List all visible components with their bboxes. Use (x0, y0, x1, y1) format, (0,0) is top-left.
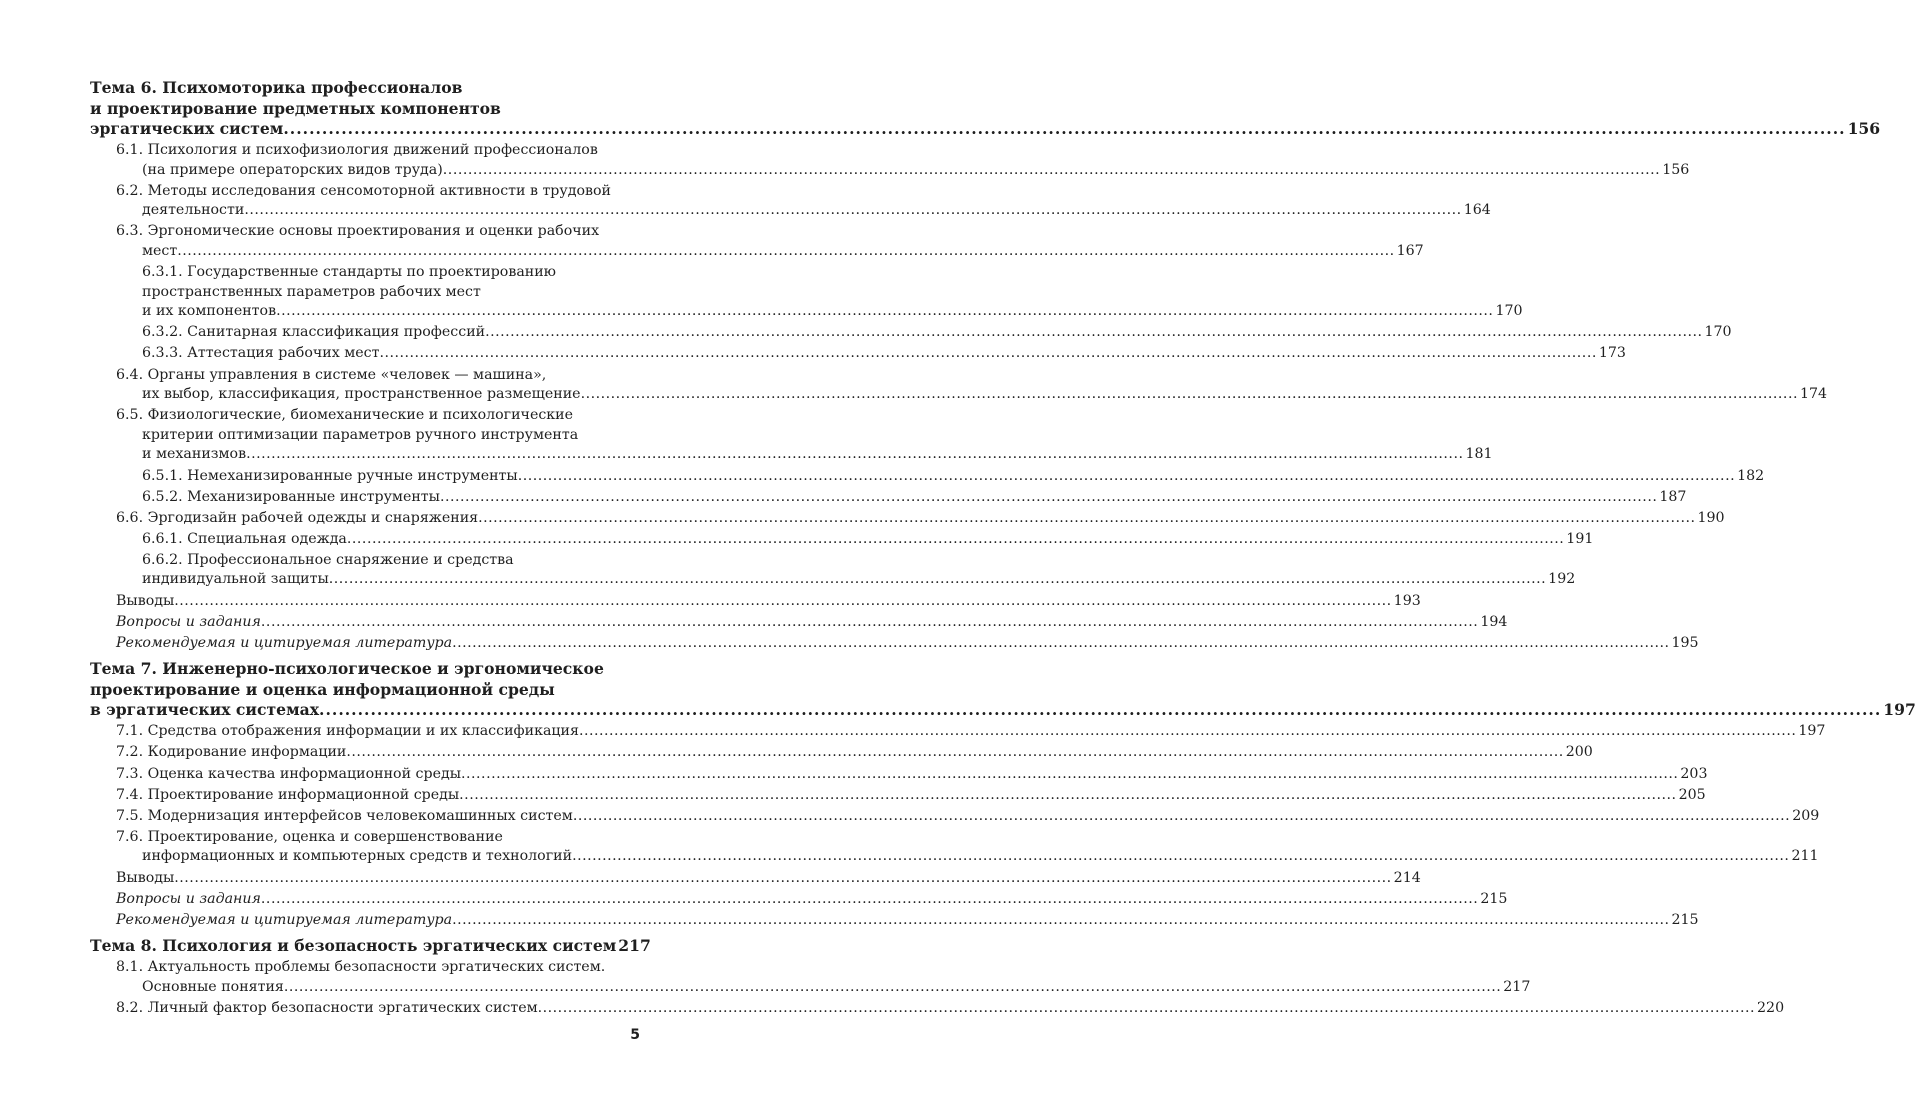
toc-entry (90, 592, 1421, 612)
toc-page-number: 170 (1495, 303, 1523, 320)
toc-page-number: 197 (1883, 700, 1916, 720)
toc-entry-text: 6.2. Методы исследования сенсомоторной активности в трудовой (116, 182, 611, 199)
toc-topic (90, 659, 1916, 721)
toc-page-number: 191 (1566, 530, 1594, 547)
toc-entry (90, 182, 1491, 221)
toc-entry-text: индивидуальной защиты (142, 571, 329, 588)
dot-leader (452, 911, 1669, 931)
toc-page-number: 200 (1565, 744, 1593, 761)
toc-entry-text: мест (142, 242, 178, 259)
toc-entry-text: эргатических систем (90, 119, 284, 138)
toc-entry-text: 6.1. Психология и психофизиология движений профессионалов (116, 142, 598, 158)
toc-page-number: 182 (1737, 467, 1765, 484)
toc-entry-text: Вопросы и задания (116, 890, 261, 907)
dot-leader (579, 722, 1796, 742)
toc-page-number: 187 (1659, 488, 1687, 505)
toc-entry-text: 8.2. Личный фактор безопасности эргатических систем (116, 999, 538, 1016)
toc-page-number: 220 (1757, 999, 1785, 1016)
table-of-contents (90, 78, 1916, 1019)
toc-page-number: 190 (1697, 509, 1725, 526)
toc-entry (90, 828, 1819, 867)
toc-entry (90, 366, 1828, 405)
dot-leader (478, 509, 1695, 529)
toc-page-number: 174 (1799, 386, 1828, 403)
toc-entry (90, 765, 1708, 785)
toc-entry-text: 7.6. Проектирование, оценка и совершенствование (116, 828, 503, 845)
toc-entry-text: 7.5. Модернизация интерфейсов человекомашинных систем (116, 807, 573, 824)
page-number: 5 (630, 1027, 640, 1043)
toc-page-number: 195 (1671, 634, 1699, 651)
toc-entry-text: Основные понятия (142, 978, 284, 995)
toc-entry (90, 467, 1765, 487)
dot-leader (284, 978, 1501, 998)
dot-leader (581, 385, 1798, 405)
toc-entry (90, 869, 1421, 889)
toc-entry (90, 613, 1508, 633)
toc-page-number: 181 (1465, 446, 1493, 463)
dot-leader (379, 344, 1596, 364)
toc-entry-text: и их компонентов (142, 303, 277, 320)
toc-entry-text: 6.4. Органы управления в системе «человек — машина», (116, 366, 547, 383)
toc-entry (90, 999, 1785, 1019)
toc-entry-text: Рекомендуемая и цитируемая литература (116, 911, 453, 928)
dot-leader (485, 323, 1702, 343)
toc-page-number: 214 (1393, 869, 1421, 886)
toc-page-number: 192 (1548, 571, 1576, 588)
dot-leader (319, 700, 1881, 721)
toc-page-number: 209 (1792, 807, 1820, 824)
toc-entry (90, 890, 1508, 910)
toc-entry-text: информационных и компьютерных средств и технологий (142, 848, 573, 865)
toc-entry-text: в эргатических системах (90, 700, 320, 720)
toc-entry (90, 722, 1826, 742)
dot-leader (276, 302, 1493, 322)
toc-entry (90, 530, 1594, 550)
toc-entry-text: 6.6.1. Специальная одежда (142, 530, 347, 547)
dot-leader (573, 807, 1790, 827)
toc-page-number: 215 (1480, 890, 1508, 907)
toc-entry-text: их выбор, классификация, пространственное размещение (142, 386, 581, 403)
toc-entry-text: 6.3.1. Государственные стандарты по проектированию (142, 264, 557, 281)
dot-leader (261, 890, 1478, 910)
toc-entry-text: и механизмов (142, 446, 247, 463)
toc-entry (90, 323, 1732, 343)
toc-entry (90, 551, 1576, 590)
toc-page-number: 217 (618, 936, 651, 956)
toc-page-number: 170 (1704, 324, 1732, 341)
toc-entry-text: и проектирование предметных компонентов (90, 98, 501, 118)
toc-entry-text: 6.5. Физиологические, биомеханические и психологические (116, 407, 573, 424)
toc-entry-text: 6.3. Эргономические основы проектирования и оценки рабочих (116, 223, 600, 240)
toc-page-number: 167 (1396, 242, 1424, 259)
toc-page-number: 211 (1791, 848, 1819, 865)
toc-entry-text: 6.6.2. Профессиональное снаряжение и средства (142, 551, 514, 568)
toc-entry-text: 7.1. Средства отображения информации и их классификация (116, 723, 579, 740)
dot-leader (261, 613, 1478, 633)
toc-page-number: 156 (1847, 119, 1881, 138)
dot-leader (572, 847, 1789, 867)
toc-entry-text: (на примере операторских видов труда) (142, 161, 443, 178)
toc-page-number: 173 (1598, 345, 1626, 362)
toc-entry-text: 6.3.3. Аттестация рабочих мест (142, 345, 380, 362)
dot-leader (174, 869, 1391, 889)
toc-entry-text: 6.5.2. Механизированные инструменты (142, 488, 440, 505)
toc-entry (90, 141, 1690, 180)
toc-entry-text: деятельности (142, 202, 245, 219)
toc-entry (90, 807, 1820, 827)
toc-entry-text: проектирование и оценка информационной среды (90, 679, 555, 699)
toc-entry (90, 344, 1626, 364)
toc-page-number: 194 (1480, 613, 1508, 630)
toc-entry (90, 743, 1593, 763)
dot-leader (461, 765, 1678, 785)
dot-leader (283, 119, 1845, 140)
toc-page-number: 215 (1671, 911, 1699, 928)
toc-entry (90, 634, 1699, 654)
dot-leader (329, 570, 1546, 590)
dot-leader (174, 592, 1391, 612)
toc-entry-text: пространственных параметров рабочих мест (142, 283, 481, 300)
toc-entry-text: 8.1. Актуальность проблемы безопасности эргатических систем. (116, 959, 606, 976)
toc-entry-text: Выводы (116, 869, 175, 886)
dot-leader (452, 634, 1669, 654)
toc-entry-text: 6.3.2. Санитарная классификация профессий (142, 324, 486, 341)
toc-entry-text: Выводы (116, 592, 175, 609)
toc-entry-text: Рекомендуемая и цитируемая литература (116, 634, 453, 651)
toc-topic (90, 78, 1881, 140)
toc-entry-text: 7.3. Оценка качества информационной среды (116, 765, 462, 782)
toc-entry (90, 958, 1531, 997)
toc-entry (90, 263, 1523, 322)
dot-leader (538, 999, 1755, 1019)
toc-entry-text: Тема 8. Психология и безопасность эргатических систем (90, 936, 617, 956)
toc-entry-text: критерии оптимизации параметров ручного инструмента (142, 426, 579, 443)
toc-page-number: 217 (1503, 978, 1531, 995)
toc-page-number: 203 (1680, 765, 1708, 782)
dot-leader (346, 743, 1563, 763)
toc-entry-text: 6.6. Эргодизайн рабочей одежды и снаряжения (116, 509, 479, 526)
toc-entry-text: 7.4. Проектирование информационной среды (116, 786, 460, 803)
toc-page-number: 205 (1678, 786, 1706, 803)
toc-entry-text: 6.5.1. Немеханизированные ручные инструменты (142, 467, 518, 484)
toc-entry-text: Тема 6. Психомоторика профессионалов (90, 78, 463, 97)
dot-leader (347, 530, 1564, 550)
toc-entry (90, 222, 1424, 261)
dot-leader (244, 201, 1461, 221)
toc-topic (90, 936, 651, 957)
toc-page-number: 197 (1798, 723, 1826, 740)
dot-leader (440, 488, 1657, 508)
dot-leader (443, 161, 1660, 181)
toc-page-number: 193 (1393, 592, 1421, 609)
toc-entry (90, 406, 1493, 465)
dot-leader (246, 445, 1463, 465)
toc-page-number: 164 (1463, 202, 1491, 219)
toc-entry (90, 786, 1706, 806)
dot-leader (518, 467, 1735, 487)
toc-page-number: 156 (1662, 161, 1690, 178)
dot-leader (177, 242, 1394, 262)
toc-entry-text: Тема 7. Инженерно-психологическое и эргономическое (90, 659, 604, 679)
toc-entry-text: Вопросы и задания (116, 613, 261, 630)
toc-entry (90, 911, 1699, 931)
toc-entry (90, 488, 1687, 508)
toc-entry (90, 509, 1725, 529)
toc-entry-text: 7.2. Кодирование информации (116, 744, 347, 761)
dot-leader (459, 786, 1676, 806)
